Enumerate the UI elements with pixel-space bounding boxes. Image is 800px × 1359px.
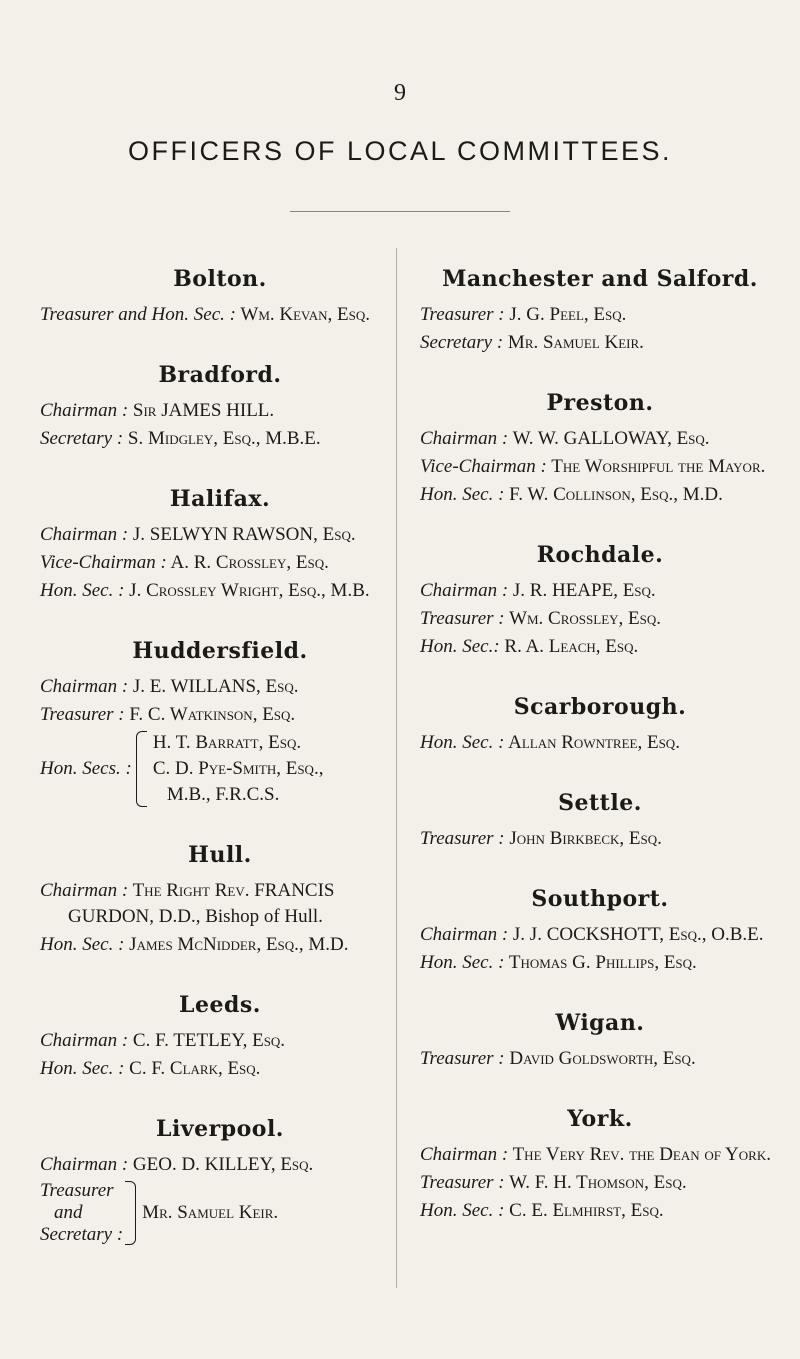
officer-entry (40, 878, 400, 930)
officer-role: Chairman : (40, 676, 129, 697)
officer-role: Chairman : (40, 524, 129, 545)
left-brace (136, 731, 147, 807)
officer-name: J. R. HEAPE, Esq. (512, 580, 656, 601)
committee-york (420, 1106, 780, 1224)
right-brace (125, 1181, 136, 1245)
officer-name: A. R. Crossley, Esq. (170, 552, 329, 573)
officer-role: Hon. Secs. : (40, 758, 132, 779)
town-heading: York. (567, 1106, 633, 1132)
officer-entry (420, 302, 780, 328)
officer-role: Chairman : (40, 1030, 129, 1051)
officer-entry (420, 950, 780, 976)
officer-role: Treasurer : (420, 1172, 505, 1193)
officer-name: C. F. Clark, Esq. (129, 1058, 261, 1079)
officer-role: Treasurer : (420, 1048, 505, 1069)
officer-role: Treasurer : (420, 828, 505, 849)
officer-role-stack (40, 1180, 123, 1246)
left-column (40, 266, 400, 1280)
officer-name: Sir JAMES HILL. (132, 400, 275, 421)
officer-role: Chairman : (40, 400, 129, 421)
officer-role: Chairman : (420, 1144, 509, 1165)
town-heading: Liverpool. (156, 1116, 284, 1142)
officer-role: Hon. Sec. : (420, 952, 505, 973)
officer-entry (40, 302, 400, 328)
officer-name: Mr. Samuel Keir. (507, 332, 644, 353)
officer-name: J. Crossley Wright, Esq., M.B. (129, 580, 370, 601)
committee-preston (420, 390, 780, 508)
officer-entry (40, 1152, 400, 1178)
officer-name: Wm. Crossley, Esq. (509, 608, 661, 629)
officer-role: Chairman : (420, 580, 509, 601)
town-heading: Rochdale. (536, 542, 664, 568)
committee-settle (420, 790, 780, 852)
officer-entry (420, 426, 780, 452)
officer-entry (40, 702, 400, 728)
officer-name: C. D. Pye-Smith, Esq., (152, 758, 324, 779)
page-number: 9 (394, 80, 406, 106)
officer-entry-bracketed (40, 1180, 400, 1246)
officer-entry (420, 922, 780, 948)
officer-entry (420, 1170, 780, 1196)
officer-name: J. E. WILLANS, Esq. (132, 676, 299, 697)
officer-title: The Right Rev. (132, 880, 250, 901)
officer-name: The Very Rev. the Dean of York. (512, 1144, 771, 1165)
town-heading: Bradford. (158, 362, 282, 388)
officer-name: Thomas G. Phillips, Esq. (508, 952, 697, 973)
committee-southport (420, 886, 780, 976)
town-heading: Scarborough. (513, 694, 687, 720)
officer-entry (420, 730, 780, 756)
officer-entry (420, 1198, 780, 1224)
officer-role: Hon. Sec. : (40, 1058, 125, 1079)
officer-role: Treasurer : (420, 608, 505, 629)
town-heading: Wigan. (555, 1010, 645, 1036)
officer-name: W. W. GALLOWAY, Esq. (512, 428, 710, 449)
officer-role: Secretary : (420, 332, 504, 353)
officer-role: Hon. Sec. : (420, 484, 505, 505)
officer-entry (40, 1056, 400, 1082)
officer-entry (40, 674, 400, 700)
committee-halifax (40, 486, 400, 604)
officer-entry (40, 522, 400, 548)
officer-role: Hon. Sec. : (40, 580, 125, 601)
officer-entry (420, 454, 780, 480)
officer-entry (420, 482, 780, 508)
committee-rochdale (420, 542, 780, 660)
committee-huddersfield (40, 638, 400, 808)
officer-entry (420, 634, 780, 660)
town-heading: Hull. (188, 842, 252, 868)
officer-role: Hon. Sec.: (420, 636, 500, 657)
officer-name: John Birkbeck, Esq. (509, 828, 662, 849)
officer-name: J. J. COCKSHOTT, Esq., O.B.E. (512, 924, 764, 945)
officer-role: and (54, 1202, 83, 1223)
officer-name: Allan Rowntree, Esq. (508, 732, 680, 753)
officer-role: Chairman : (40, 880, 129, 901)
officer-role: Chairman : (420, 924, 509, 945)
officer-name: FRANCIS GURDON, D.D., Bishop of Hull. (68, 880, 335, 927)
town-heading: Preston. (546, 390, 654, 416)
right-column (420, 266, 780, 1258)
committee-bradford (40, 362, 400, 452)
officer-name: The Worshipful the Mayor. (551, 456, 766, 477)
officer-entry (40, 932, 400, 958)
officer-name: C. F. TETLEY, Esq. (132, 1030, 286, 1051)
officer-name: F. C. Watkinson, Esq. (129, 704, 296, 725)
officer-role: Vice-Chairman : (40, 552, 167, 573)
officer-entry (420, 1142, 780, 1168)
officer-entry-bracketed (40, 730, 400, 808)
officer-entry (40, 398, 400, 424)
committee-scarborough (420, 694, 780, 756)
officer-name: M.B., F.R.C.S. (166, 784, 280, 805)
officer-entry (420, 1046, 780, 1072)
committee-liverpool (40, 1116, 400, 1246)
officer-role: Hon. Sec. : (420, 1200, 505, 1221)
officer-name: F. W. Collinson, Esq., M.D. (509, 484, 723, 505)
officer-entry (40, 550, 400, 576)
officer-role: Hon. Sec. : (40, 934, 125, 955)
officer-role: Hon. Sec. : (420, 732, 505, 753)
officer-role: Treasurer : (40, 704, 125, 725)
officer-role: Secretary : (40, 1224, 124, 1245)
town-heading: Southport. (531, 886, 669, 912)
officer-entry (420, 826, 780, 852)
town-heading: Manchester and Salford. (442, 266, 758, 292)
officer-name: R. A. Leach, Esq. (504, 636, 639, 657)
committee-bolton (40, 266, 400, 328)
officer-role: Treasurer and Hon. Sec. : (40, 304, 236, 325)
committee-hull (40, 842, 400, 958)
officer-name: C. E. Elmhirst, Esq. (509, 1200, 664, 1221)
town-heading: Halifax. (169, 486, 271, 512)
officer-name: H. T. Barratt, Esq. (152, 732, 302, 753)
officer-role: Treasurer (40, 1180, 114, 1201)
town-heading: Bolton. (173, 266, 267, 292)
town-heading: Leeds. (179, 992, 261, 1018)
officer-name-list (153, 730, 324, 808)
officer-role: Chairman : (420, 428, 509, 449)
officer-role: Vice-Chairman : (420, 456, 547, 477)
town-heading: Huddersfield. (132, 638, 308, 664)
officer-name: Wm. Kevan, Esq. (240, 304, 371, 325)
officer-entry (40, 426, 400, 452)
committee-wigan (420, 1010, 780, 1072)
officer-name: J. G. Peel, Esq. (509, 304, 627, 325)
officer-role: Chairman : (40, 1154, 129, 1175)
officer-entry (420, 578, 780, 604)
officer-role: Secretary : (40, 428, 124, 449)
officer-role: Treasurer : (420, 304, 505, 325)
officer-name: W. F. H. Thomson, Esq. (509, 1172, 687, 1193)
page-title: OFFICERS OF LOCAL COMMITTEES. (127, 136, 673, 166)
officer-name: Mr. Samuel Keir. (142, 1202, 279, 1223)
officer-entry (40, 1028, 400, 1054)
officer-entry (420, 606, 780, 632)
officer-entry (40, 578, 400, 604)
officer-entry (420, 330, 780, 356)
officer-name: S. Midgley, Esq., M.B.E. (127, 428, 321, 449)
committee-manchester (420, 266, 780, 356)
officer-name: J. SELWYN RAWSON, Esq. (132, 524, 356, 545)
officer-name: James McNidder, Esq., M.D. (129, 934, 349, 955)
officer-name: GEO. D. KILLEY, Esq. (132, 1154, 314, 1175)
title-rule (290, 211, 510, 212)
committee-leeds (40, 992, 400, 1082)
town-heading: Settle. (558, 790, 642, 816)
officer-name: David Goldsworth, Esq. (509, 1048, 696, 1069)
